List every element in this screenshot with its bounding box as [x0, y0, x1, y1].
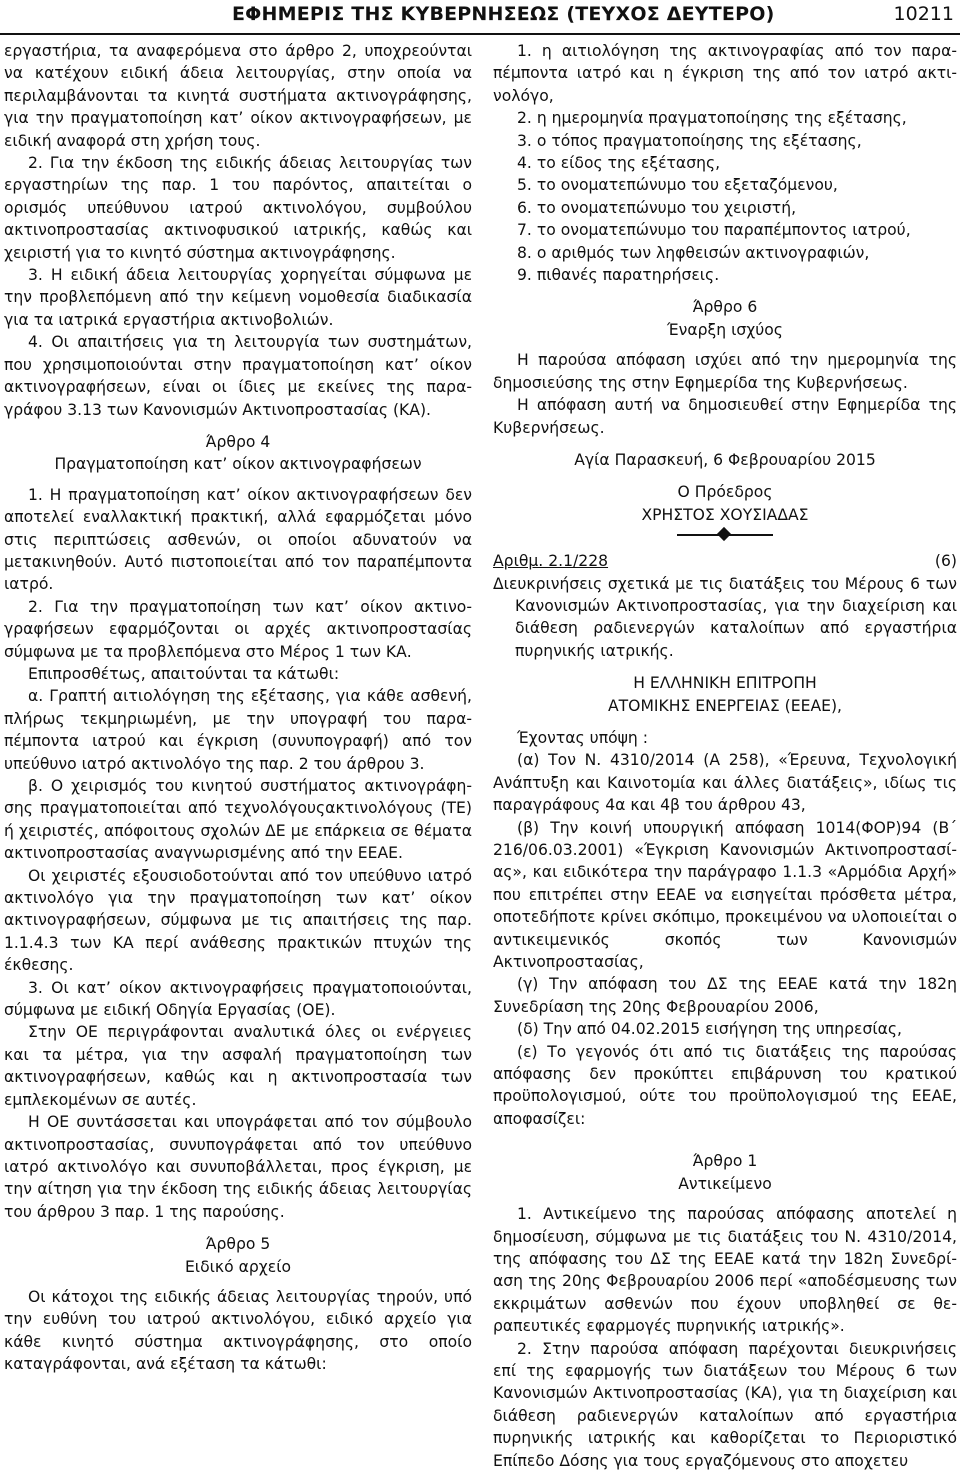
paragraph: Επιπροσθέτως, απαιτούνται τα κάτωθι:: [28, 664, 340, 683]
paragraph: Η παρούσα απόφαση ισχύει από την ημερομηνία της δημοσιεύσης της στην Εφημερίδα της Κυβερνήσεως.: [493, 351, 957, 392]
gazette-title: ΕΦΗΜΕΡΙΣ ΤΗΣ ΚΥΒΕΡΝΗΣΕΩΣ (ΤΕΥΧΟΣ ΔΕΥΤΕΡΟ): [232, 3, 775, 25]
article-1-title: Άρθρο 1: [692, 1152, 758, 1171]
page-header: [0, 3, 960, 29]
spacer: [493, 1130, 957, 1140]
article-6-title: Άρθρο 6: [692, 298, 758, 317]
article-6-subtitle: Έναρξη ισχύος: [667, 320, 783, 339]
having-regard: Έχοντας υπόψη :: [517, 728, 649, 747]
signer-name: ΧΡΗΣΤΟΣ ΧΟΥΣΙΑΔΑΣ: [641, 505, 809, 524]
list-item: 3. ο τόπος πραγματοποίησης της εξέτασης,: [517, 131, 862, 150]
paragraph: 3. Οι κατ’ οίκον ακτινογραφήσεις πραγματοποιούνται, σύμφωνα με ειδική Οδηγία Εργασίας (ΟΕ).: [4, 978, 472, 1020]
paragraph: 2. Στην παρούσα απόφαση παρέχονται διευκρινήσεις επί της εφαρμογής των διατάξεων του Μέρους 6 των Κανονισμών Ακτινοπροστασίας (ΚΑ), για τη διαχείριση και διάθεση ραδιενεργών καταλοίπων από εργαστήρια πυρηνικής ιατρικής και καθορίζεται το Περιοριστικό Επίπεδο Δόσης για τους εργαζόμενους στο αποχετευ: [493, 1339, 957, 1470]
recital: (β) Την κοινή υπουργική απόφαση 1014(ΦΟΡ)94 (Β΄ 216/06.03.2001) «Έγκριση Κανονισμών Ακτινοπροστασίας», και ειδικότερα την παράγραφο 1.1.3 «Αρμόδια Αρχή» που επιτρέπει στην ΕΕΑΕ να εισηγείται πρόσθετα μέτρα, οποτεδήποτε κρίνει σκόπιμο, προκειμένου να υλοποιείται ο αντικειμενικός σκοπός των Κανονισμών Ακτινοπροστασίας,: [493, 818, 957, 972]
paragraph: 2. Για την έκδοση της ειδικής άδειας λειτουργίας των εργαστηρίων της παρ. 1 του παρόντος, απαιτείται ο ορισμός υπεύθυνου ιατρού ακτινολόγου, συμβούλου ακτινοπροστασίας ακτινοφυσικού ιατρικής, καθώς και χειριστή για το κινητό σύστημα ακτινογράφησης.: [4, 154, 472, 262]
paragraph: 3. Η ειδική άδεια λειτουργίας χορηγείται σύμφωνα με την προβλεπόμενη από την κείμενη νομοθεσία διαδικασία για τα ιατρικά εργαστήρια ακτινοβολιών.: [4, 266, 472, 329]
paragraph: β. Ο χειρισμός του κινητού συστήματος ακτινογράφησης πραγματοποιείται από τεχνολόγουςακτινολόγους (ΤΕ) ή χειριστές, απόφοιτους σχολών ΔΕ με επάρκεια σε θέματα ακτινοπροστασίας αναγνωρισμένης από την ΕΕΑΕ.: [4, 777, 472, 863]
decision-sequence: (6): [934, 552, 957, 571]
article-5-title: Άρθρο 5: [205, 1235, 271, 1254]
authority-line-2: ΑΤΟΜΙΚΗΣ ΕΝΕΡΓΕΙΑΣ (ΕΕΑΕ),: [607, 696, 843, 715]
spacer: [493, 662, 957, 672]
list-item: 6. το ονοματεπώνυμο του χειριστή,: [517, 198, 797, 217]
recital: (δ) Την από 04.02.2015 εισήγηση της υπηρεσίας,: [517, 1020, 903, 1039]
decision-header: [493, 550, 957, 572]
recital: (ε) Το γεγονός ότι από τις διατάξεις της παρούσας απόφασης δεν προκύπτει επιβάρυνση του κρατικού προϋπολογισμού, ούτε του προϋπολογισμού της ΕΕΑΕ, αποφασίζει:: [493, 1042, 957, 1128]
article-1-subtitle: Αντικείμενο: [678, 1174, 772, 1193]
list-item: 1. η αιτιολόγηση της ακτινογραφίας από τον παραπέμποντα ιατρό και η έγκριση της από τον ιατρό ακτινολόγο,: [493, 42, 957, 105]
article-5-subtitle: Ειδικό αρχείο: [184, 1257, 292, 1276]
list-item: 4. το είδος της εξέτασης,: [517, 154, 721, 173]
paragraph: 4. Οι απαιτήσεις για τη λειτουργία των συστημάτων, που χρησιμοποιούνται στην πραγματοποίηση κατ’ οίκον ακτινογραφήσεων, είναι οι ίδιες με εκείνες της παραγράφου 3.13 των Κανονισμών Ακτινοπροστασίας (ΚΑ).: [4, 333, 472, 419]
decision-title: Διευκρινήσεις σχετικά με τις διατάξεις του Μέρους 6 των Κανονισμών Ακτινοπροστασίας, για την διαχείριση και διάθεση ραδιενεργών καταλοίπων από εργαστήρια πυρηνικής ιατρικής.: [493, 574, 957, 660]
left-column: [4, 40, 472, 1376]
section-separator: [677, 528, 773, 542]
header-rule: [0, 33, 960, 35]
spacer: [493, 471, 957, 481]
list-item: 5. το ονοματεπώνυμο του εξεταζόμενου,: [517, 176, 838, 195]
list-item: 8. ο αριθμός των ληφθεισών ακτινογραφιών,: [517, 243, 870, 262]
decision-number: Αριθμ. 2.1/228: [493, 552, 609, 571]
recital: (α) Τον Ν. 4310/2014 (Α 258), «Έρευνα, Τεχνολογική Ανάπτυξη και Καινοτομία και άλλες διατάξεις», ιδίως τις παραγράφους 4α και 4β του άρθρου 43,: [493, 751, 957, 815]
place-date: Αγία Παρασκευή, 6 Φεβρουαρίου 2015: [574, 450, 876, 469]
paragraph: Οι κάτοχοι της ειδικής άδειας λειτουργίας τηρούν, υπό την ευθύνη του ιατρού ακτινολόγου, ειδικό αρχείο για κάθε κινητό σύστημα ακτινογράφησης, στο οποίο καταγράφονται, ανά εξέταση τα κάτωθι:: [4, 1287, 472, 1374]
paragraph: εργαστήρια, τα αναφερόμενα στο άρθρο 2, υποχρεούνται να κατέχουν ειδική άδεια λειτουργίας, στην οποία να περιλαμβάνονται τα κινητά συστήματα ακτινογράφησης, για την πραγματοποίηση κατ’ οίκον ακτινογραφήσεων, με ειδική αναφορά στη χρήση τους.: [4, 42, 472, 150]
page-number: 10211: [893, 3, 954, 25]
signer-role: Ο Πρόεδρος: [677, 483, 773, 502]
paragraph: Στην ΟΕ περιγράφονται αναλυτικά όλες οι ενέργειες και τα μέτρα, για την ασφαλή πραγματοποίηση των ακτινογραφήσεων, καθώς και η ακτινοπροστασία των εμπλεκομένων σε αυτές.: [4, 1023, 472, 1109]
paragraph: 2. Για την πραγματοποίηση των κατ’ οίκον ακτινογραφήσεων εφαρμόζονται οι αρχές ακτινοπροστασίας σύμφωνα με τα προβλεπόμενα στο Μέρος 1 των ΚΑ.: [4, 597, 472, 661]
paragraph: Οι χειριστές εξουσιοδοτούνται από τον υπεύθυνο ιατρό ακτινολόγο για την πραγματοποίηση των κατ’ οίκον ακτινογραφήσεων, σύμφωνα με τις απαιτήσεις της παρ. 1.1.4.3 των ΚΑ περί ανάθεσης πρακτικών πτυχών της έκθεσης.: [4, 866, 472, 975]
paragraph: 1. Αντικείμενο της παρούσας απόφασης αποτελεί η δημοσίευση, σύμφωνα με τις διατάξεις του Ν. 4310/2014, της απόφασης του ΔΣ της ΕΕΑΕ κατά την 182η Συνεδρίαση της 20ης Φεβρουαρίου 2006 περί «αποδέσμευσης των εκκριμάτων ασθενών που έχουν υποβληθεί σε θεραπευτικές εφαρμογές πυρηνικής ιατρικής».: [493, 1205, 957, 1336]
right-column: [493, 40, 957, 1472]
recital: (γ) Την απόφαση του ΔΣ της ΕΕΑΕ κατά την 182η Συνεδρίαση της 20ης Φεβρουαρίου 2006,: [493, 975, 957, 1016]
list-item: 2. η ημερομηνία πραγματοποίησης της εξέτασης,: [517, 109, 907, 128]
diamond-icon: [717, 527, 731, 541]
spacer: [493, 439, 957, 449]
list-item: 9. πιθανές παρατηρήσεις.: [517, 266, 720, 285]
paragraph: α. Γραπτή αιτιολόγηση της εξέτασης, για κάθε ασθενή, πλήρως τεκμηριωμένη, με την υπογραφή του παραπέμποντα ιατρού και έγκριση (συνυπογραφή) από τον υπεύθυνο ιατρό ακτινολόγο της παρ. 2 του άρθρου 3.: [4, 687, 472, 773]
article-4-title: Άρθρο 4: [205, 432, 271, 451]
spacer: [493, 717, 957, 727]
list-item: 7. το ονοματεπώνυμο του παραπέμποντος ιατρού,: [517, 221, 911, 240]
paragraph: Η ΟΕ συντάσσεται και υπογράφεται από τον σύμβουλο ακτινοπροστασίας, συνυπογράφεται από τον υπεύθυνο ιατρό ακτινολόγο και συνυποβάλλεται, προς έγκριση, με την αίτηση για την έκδοση της ειδικής άδειας λειτουργίας του άρθρου 3 παρ. 1 της παρούσης.: [4, 1113, 472, 1221]
paragraph: Η απόφαση αυτή να δημοσιευθεί στην Εφημερίδα της Κυβερνήσεως.: [493, 396, 957, 437]
authority-line-1: Η ΕΛΛΗΝΙΚΗ ΕΠΙΤΡΟΠΗ: [633, 674, 817, 693]
paragraph: 1. Η πραγματοποίηση κατ’ οίκον ακτινογραφήσεων δεν αποτελεί εναλλακτική πρακτική, αλλά εφαρμόζεται μόνο στις περιπτώσεις ασθενών, οι οποίοι αδυνατούν να μετακινηθούν. Αυτό πιστοποιείται από τον παραπέμποντα ιατρό.: [4, 485, 472, 594]
article-4-subtitle: Πραγματοποίηση κατ’ οίκον ακτινογραφήσεων: [54, 455, 422, 474]
